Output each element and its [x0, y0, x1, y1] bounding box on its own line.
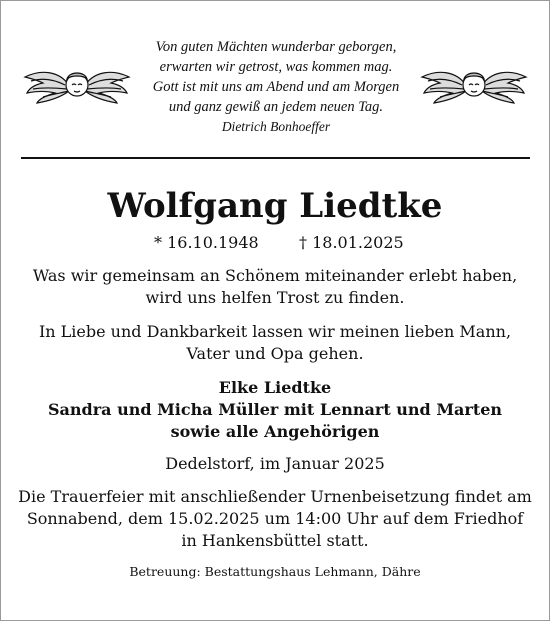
service-line: Die Trauerfeier mit anschließender Urnenbeisetzung findet am: [18, 487, 532, 506]
mourners-list: [1, 377, 549, 443]
farewell-line: Vater und Opa gehen.: [186, 344, 364, 363]
place-date-line: Dedelstorf, im Januar 2025: [165, 454, 385, 473]
poem-line: Von guten Mächten wunderbar geborgen,: [155, 39, 397, 55]
service-line: Sonnabend, dem 15.02.2025 um 14:00 Uhr auf dem Friedhof: [26, 509, 524, 528]
birth-date: * 16.10.1948: [154, 233, 259, 252]
poem-author: Dietrich Bonhoeffer: [221, 119, 331, 134]
cherub-left-icon: [21, 63, 133, 105]
poem: [121, 37, 431, 117]
place-and-date: [1, 453, 549, 475]
service-line: in Hankensbüttel statt.: [181, 531, 369, 550]
mourner-entry: Sandra und Micha Müller mit Lennart und Marten: [47, 400, 503, 419]
mourner-entry: sowie alle Angehörigen: [170, 422, 380, 441]
poem-line: und ganz gewiß an jedem neuen Tag.: [168, 99, 384, 115]
farewell-line: In Liebe und Dankbarkeit lassen wir meinen lieben Mann,: [38, 322, 512, 341]
farewell-text: [1, 321, 549, 365]
divider-line: [21, 157, 530, 159]
poem-line: erwarten wir getrost, was kommen mag.: [159, 59, 393, 75]
funeral-service-info: [1, 486, 549, 552]
memorial-quote: [1, 265, 549, 309]
deceased-name: Wolfgang Liedtke: [107, 186, 443, 226]
mourner-entry: Elke Liedtke: [218, 378, 332, 397]
poem-line: Gott ist mit uns am Abend und am Morgen: [152, 79, 400, 95]
cherub-right-icon: [418, 63, 530, 105]
death-date: † 18.01.2025: [299, 233, 404, 252]
quote-line: wird uns helfen Trost zu finden.: [145, 288, 405, 307]
undertaker-credit: Betreuung: Bestattungshaus Lehmann, Dähre: [129, 564, 421, 579]
quote-line: Was wir gemeinsam an Schönem miteinander erlebt haben,: [32, 266, 518, 285]
